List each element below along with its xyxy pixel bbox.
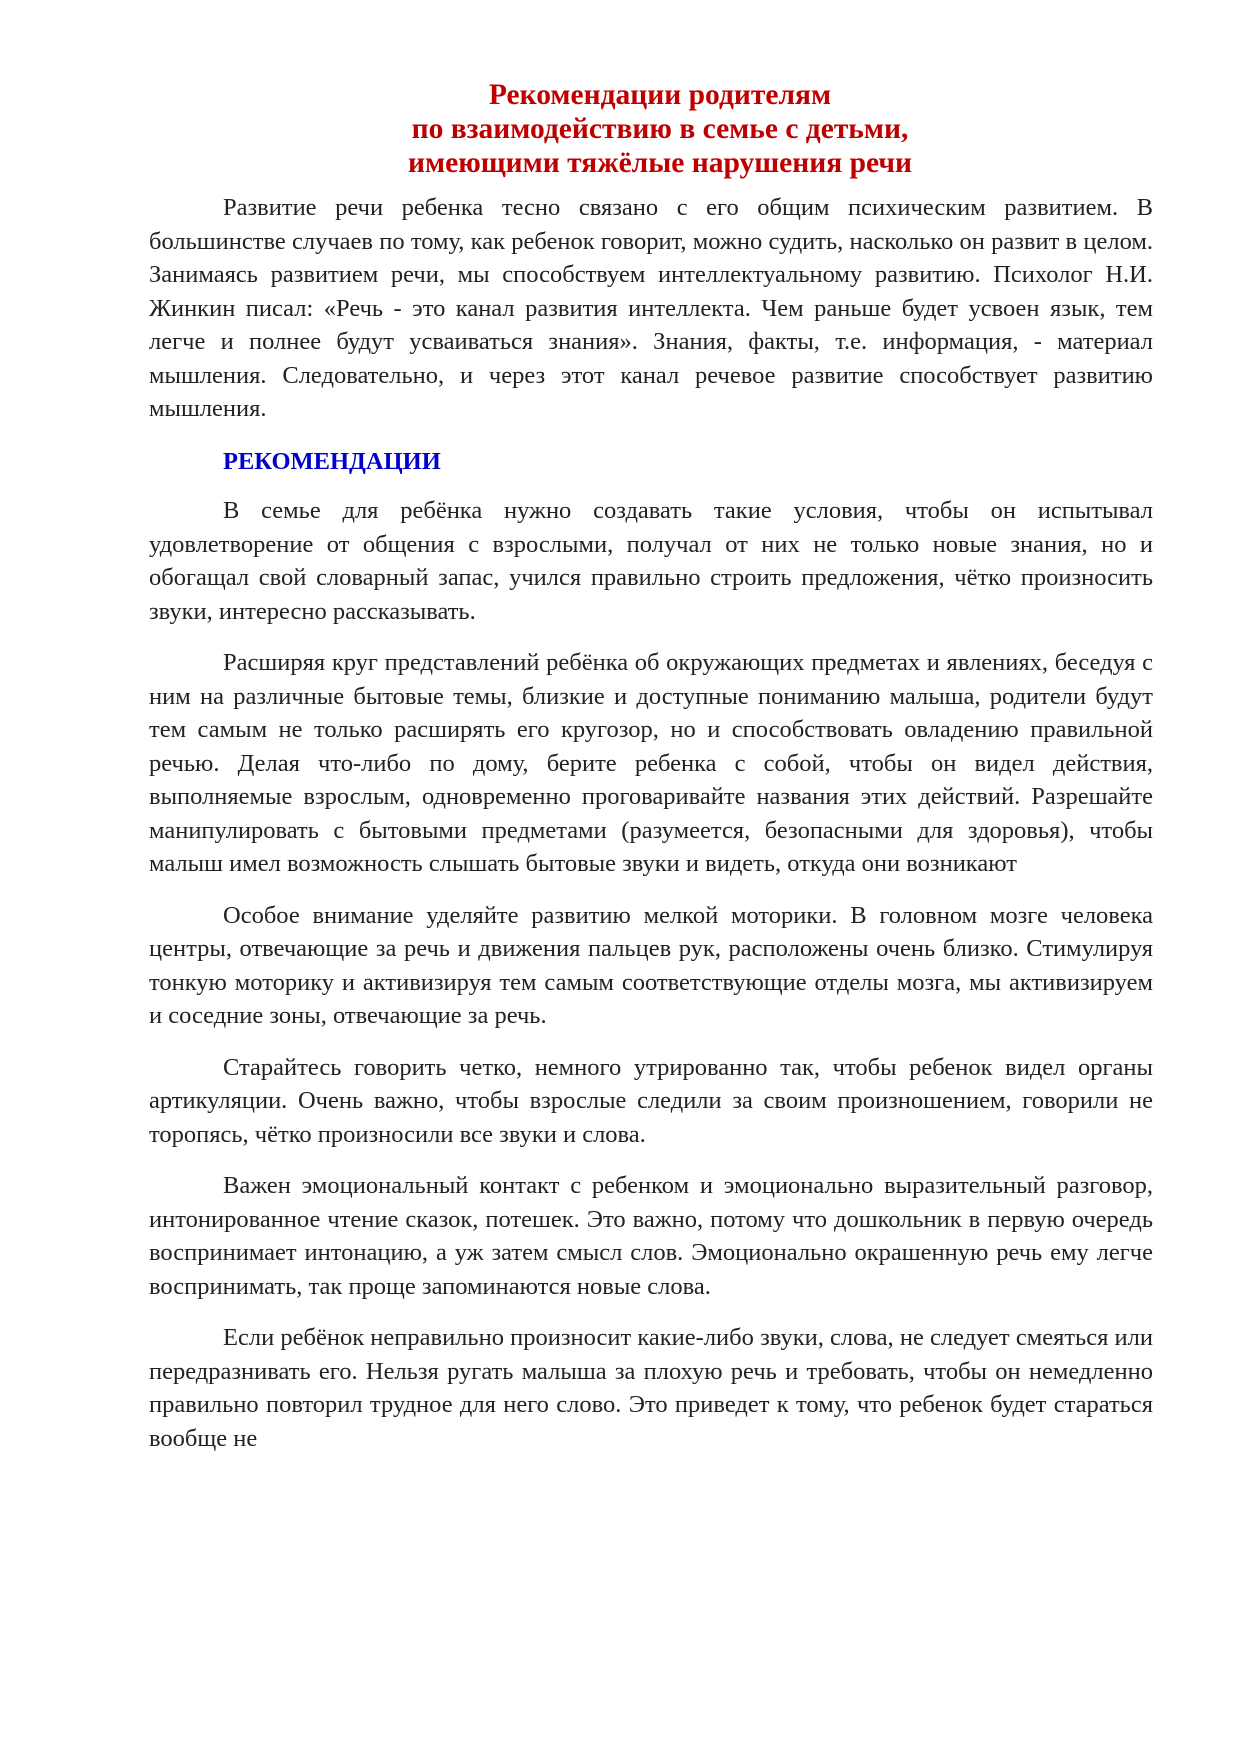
paragraph-emotional-contact: Важен эмоциональный контакт с ребенком и эмоционально выразительный разговор, интонированное чтение сказок, потешек. Это важно, потому что дошкольник в первую очередь воспринимает интонацию, а уж затем смысл слов. Эмоционально окрашенную речь ему легче воспринимать, так проще запоминаются новые слова. <box>149 1172 1153 1300</box>
title-line-3: имеющими тяжёлые нарушения речи <box>408 147 912 179</box>
paragraph-mistakes: Если ребёнок неправильно произносит какие-либо звуки, слова, не следует смеяться или передразнивать его. Нельзя ругать малыша за плохую речь и требовать, чтобы он немедленно правильно повторил трудное для него слово. Это приведет к тому, что ребенок будет стараться вообще не <box>149 1324 1153 1452</box>
paragraph-horizons: Расширяя круг представлений ребёнка об окружающих предметах и явлениях, беседуя с ним на различные бытовые темы, близкие и доступные пониманию малыша, родители будут тем самым не только расширять его кругозор, но и способствовать овладению правильной речью. Делая что-либо по дому, берите ребенка с собой, чтобы он видел действия, выполняемые взрослым, одновременно проговаривайте названия этих действий. Разрешайте манипулировать с бытовыми предметами (разумеется, безопасными для здоровья), чтобы малыш имел возможность слышать бытовые звуки и видеть, откуда они возникают <box>149 649 1153 877</box>
paragraph-conditions: В семье для ребёнка нужно создавать такие условия, чтобы он испытывал удовлетворение от общения с взрослыми, получал от них не только новые знания, но и обогащал свой словарный запас, учился правильно строить предложения, чётко произносить звуки, интересно рассказывать. <box>149 497 1153 625</box>
title-line-2: по взаимодействию в семье с детьми, <box>411 113 909 145</box>
paragraph-articulation: Старайтесь говорить четко, немного утрированно так, чтобы ребенок видел органы артикуляции. Очень важно, чтобы взрослые следили за своим произношением, говорили не торопясь, чётко произносили все звуки и слова. <box>149 1053 1153 1148</box>
document-title <box>149 78 1153 180</box>
intro-paragraph: Развитие речи ребенка тесно связано с его общим психическим развитием. В большинстве случаев по тому, как ребенок говорит, можно судить, насколько он развит в целом. Занимаясь развитием речи, мы способствуем интеллектуальному развитию. Психолог Н.И. Жинкин писал: «Речь - это канал развития интеллекта. Чем раньше будет усвоен язык, тем легче и полнее будут усваиваться знания». Знания, факты, т.е. информация, - материал мышления. Следовательно, и через этот канал речевое развитие способствует развитию мышления. <box>149 194 1153 422</box>
section-heading: РЕКОМЕНДАЦИИ <box>223 447 441 475</box>
title-line-1: Рекомендации родителям <box>488 79 832 111</box>
document-page <box>149 78 1153 1455</box>
paragraph-motor-skills: Особое внимание уделяйте развитию мелкой моторики. В головном мозге человека центры, отвечающие за речь и движения пальцев рук, расположены очень близко. Стимулируя тонкую моторику и активизируя тем самым соответствующие отделы мозга, мы активизируем и соседние зоны, отвечающие за речь. <box>149 901 1153 1029</box>
